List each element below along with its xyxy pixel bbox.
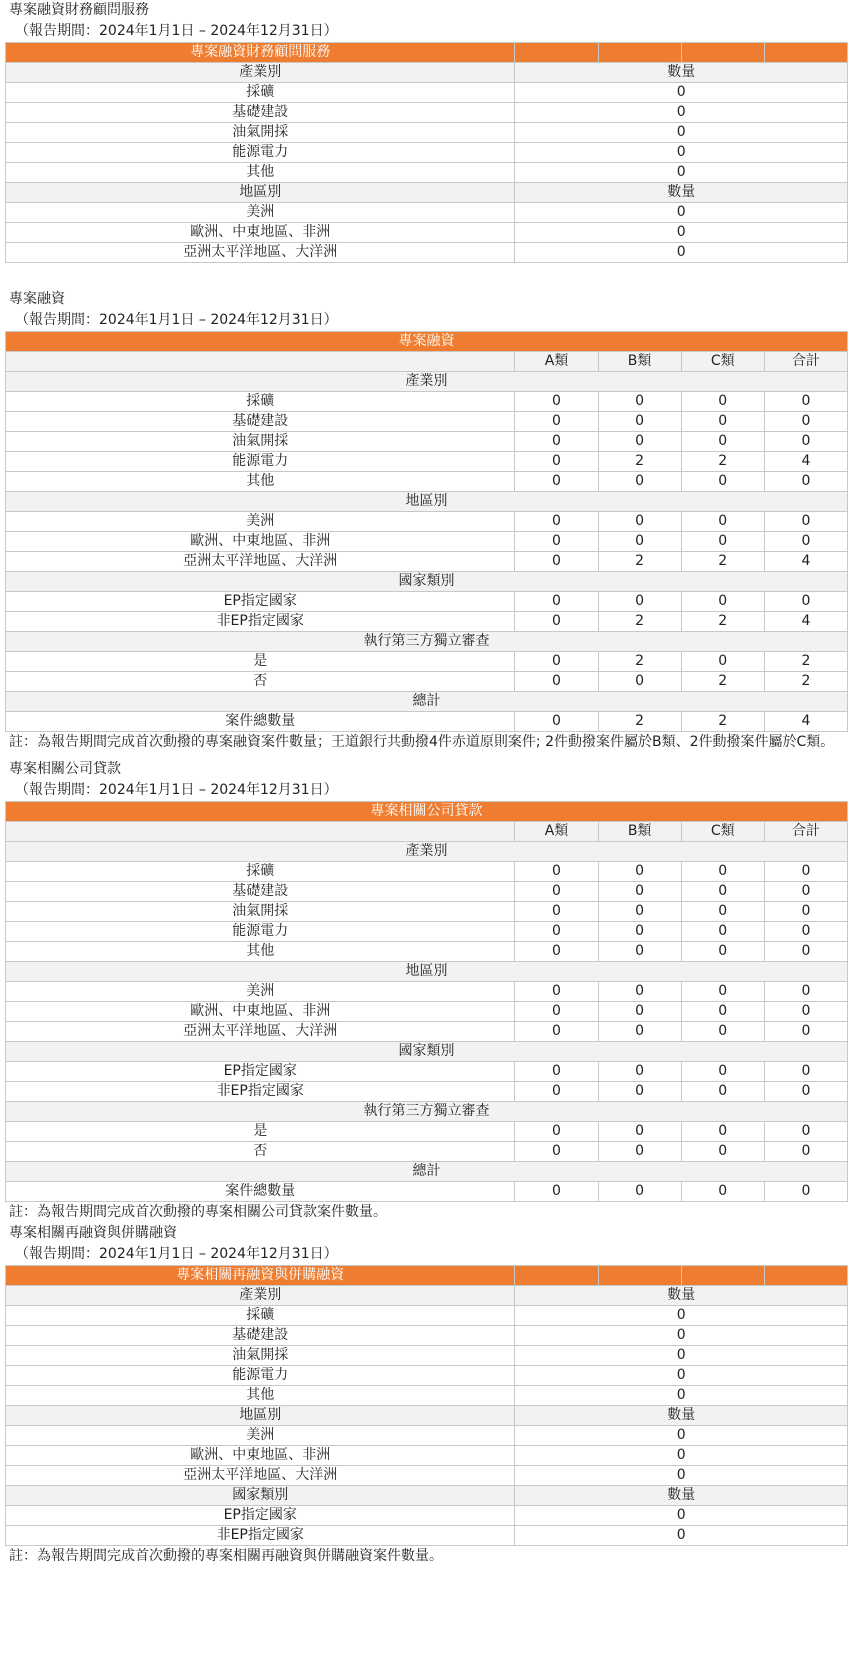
- row-label: 是: [6, 1122, 515, 1142]
- row-label: 非EP指定國家: [6, 1526, 515, 1546]
- row-value: 0: [681, 902, 764, 922]
- row-label: 能源電力: [6, 143, 515, 163]
- row-label: 否: [6, 672, 515, 692]
- row-value: 0: [515, 123, 848, 143]
- row-value: 2: [598, 712, 681, 732]
- row-label: 非EP指定國家: [6, 1082, 515, 1102]
- row-value: 0: [764, 1142, 847, 1162]
- row-value: 0: [681, 1142, 764, 1162]
- row-value: 0: [515, 982, 598, 1002]
- row-value: 0: [515, 103, 848, 123]
- row-label: 其他: [6, 163, 515, 183]
- row-value: 0: [515, 1142, 598, 1162]
- row-value: 0: [515, 1426, 848, 1446]
- report-section: [5, 1223, 848, 1567]
- row-value: 0: [764, 882, 847, 902]
- count-header: 數量: [515, 1486, 848, 1506]
- row-value: 0: [598, 982, 681, 1002]
- row-label: 歐洲、中東地區、非洲: [6, 1446, 515, 1466]
- row-value: 0: [764, 472, 847, 492]
- row-value: 0: [515, 1366, 848, 1386]
- group-header-row: [6, 632, 848, 652]
- table-title-row: [6, 802, 848, 822]
- table-row: [6, 1062, 848, 1082]
- row-label: 其他: [6, 472, 515, 492]
- row-value: 0: [598, 412, 681, 432]
- table-title-row: [6, 43, 848, 63]
- row-value: 0: [764, 1002, 847, 1022]
- group-header: 總計: [6, 692, 848, 712]
- data-table: [5, 1265, 848, 1546]
- table-row: [6, 103, 848, 123]
- section-title: 專案相關再融資與併購融資: [9, 1225, 177, 1241]
- row-value: 0: [681, 392, 764, 412]
- group-header: 總計: [6, 1162, 848, 1182]
- table-row: [6, 942, 848, 962]
- table-row: [6, 392, 848, 412]
- row-label: 油氣開採: [6, 432, 515, 452]
- row-value: 0: [515, 712, 598, 732]
- row-value: 2: [764, 652, 847, 672]
- row-value: 0: [681, 1122, 764, 1142]
- row-value: 0: [515, 1446, 848, 1466]
- row-value: 0: [515, 942, 598, 962]
- row-label: 採礦: [6, 862, 515, 882]
- row-value: 0: [764, 432, 847, 452]
- table-title-row: [6, 332, 848, 352]
- column-header: B類: [598, 822, 681, 842]
- group-header: 產業別: [6, 842, 848, 862]
- row-value: 0: [515, 472, 598, 492]
- row-value: 0: [515, 163, 848, 183]
- table-row: [6, 123, 848, 143]
- row-value: 0: [681, 982, 764, 1002]
- row-value: 2: [681, 712, 764, 732]
- row-value: 0: [681, 942, 764, 962]
- column-header-row: [6, 352, 848, 372]
- report-section: [5, 289, 848, 753]
- row-value: 0: [681, 472, 764, 492]
- table-row: [6, 532, 848, 552]
- group-header-row: [6, 1286, 848, 1306]
- row-value: 0: [764, 592, 847, 612]
- group-header: 產業別: [6, 1286, 515, 1306]
- row-label: 其他: [6, 1386, 515, 1406]
- row-value: 0: [764, 1182, 847, 1202]
- row-value: 0: [515, 882, 598, 902]
- group-header-row: [6, 692, 848, 712]
- section-title: 專案融資財務顧問服務: [9, 2, 149, 18]
- group-header-row: [6, 492, 848, 512]
- table-note: 註：為報告期間完成首次動撥的專案相關再融資與併購融資案件數量。: [9, 1548, 443, 1564]
- row-value: 0: [598, 472, 681, 492]
- row-label: EP指定國家: [6, 1062, 515, 1082]
- report-section: [5, 759, 848, 1223]
- group-header: 執行第三方獨立審查: [6, 1102, 848, 1122]
- row-label: 案件總數量: [6, 1182, 515, 1202]
- table-row: [6, 1386, 848, 1406]
- group-header: 國家類別: [6, 572, 848, 592]
- row-value: 0: [681, 512, 764, 532]
- row-value: 0: [598, 1022, 681, 1042]
- table-row: [6, 552, 848, 572]
- row-value: 0: [515, 1062, 598, 1082]
- count-header: 數量: [515, 183, 848, 203]
- row-label: 其他: [6, 942, 515, 962]
- row-value: 0: [681, 882, 764, 902]
- row-value: 0: [681, 592, 764, 612]
- row-value: 0: [764, 1082, 847, 1102]
- reporting-period: （報告期間：2024年1月1日 – 2024年12月31日）: [15, 1246, 338, 1262]
- count-header: 數量: [515, 1406, 848, 1426]
- column-header: C類: [681, 822, 764, 842]
- row-value: 0: [515, 512, 598, 532]
- section-gap: [5, 263, 848, 289]
- row-value: 0: [681, 1022, 764, 1042]
- group-header-row: [6, 962, 848, 982]
- row-label: 採礦: [6, 392, 515, 412]
- row-label: 歐洲、中東地區、非洲: [6, 223, 515, 243]
- table-row: [6, 1326, 848, 1346]
- row-value: 2: [681, 612, 764, 632]
- row-value: 0: [598, 942, 681, 962]
- table-row: [6, 882, 848, 902]
- row-value: 0: [764, 862, 847, 882]
- row-value: 0: [598, 1002, 681, 1022]
- row-value: 2: [681, 452, 764, 472]
- row-value: 4: [764, 712, 847, 732]
- data-table: [5, 42, 848, 263]
- section-title: 專案融資: [9, 291, 65, 307]
- group-header-row: [6, 1042, 848, 1062]
- column-header: B類: [598, 352, 681, 372]
- row-value: 4: [764, 452, 847, 472]
- row-label: 能源電力: [6, 1366, 515, 1386]
- group-header-row: [6, 1162, 848, 1182]
- table-row: [6, 712, 848, 732]
- row-label: 美洲: [6, 1426, 515, 1446]
- row-value: 0: [515, 1326, 848, 1346]
- group-header-row: [6, 63, 848, 83]
- group-header: 地區別: [6, 1406, 515, 1426]
- row-value: 0: [515, 862, 598, 882]
- column-header: A類: [515, 822, 598, 842]
- row-label: 亞洲太平洋地區、大洋洲: [6, 1466, 515, 1486]
- row-label: 是: [6, 652, 515, 672]
- empty-cell: [681, 1266, 764, 1286]
- table-row: [6, 902, 848, 922]
- row-label: 基礎建設: [6, 1326, 515, 1346]
- table-row: [6, 163, 848, 183]
- row-value: 0: [515, 223, 848, 243]
- reporting-period: （報告期間：2024年1月1日 – 2024年12月31日）: [15, 312, 338, 328]
- row-value: 0: [681, 922, 764, 942]
- empty-cell: [598, 1266, 681, 1286]
- row-value: 0: [764, 982, 847, 1002]
- row-value: 0: [764, 1022, 847, 1042]
- row-value: 4: [764, 612, 847, 632]
- row-label: 美洲: [6, 982, 515, 1002]
- row-value: 0: [515, 592, 598, 612]
- group-header: 地區別: [6, 492, 848, 512]
- row-value: 0: [515, 532, 598, 552]
- row-value: 0: [598, 1182, 681, 1202]
- row-value: 0: [598, 512, 681, 532]
- table-row: [6, 1306, 848, 1326]
- row-value: 2: [598, 452, 681, 472]
- table-row: [6, 612, 848, 632]
- table-row: [6, 412, 848, 432]
- row-label: 亞洲太平洋地區、大洋洲: [6, 552, 515, 572]
- table-row: [6, 1022, 848, 1042]
- row-value: 2: [598, 652, 681, 672]
- table-row: [6, 143, 848, 163]
- table-row: [6, 452, 848, 472]
- row-value: 0: [681, 862, 764, 882]
- table-row: [6, 83, 848, 103]
- row-value: 0: [515, 1386, 848, 1406]
- row-label: 基礎建設: [6, 412, 515, 432]
- table-title-row: [6, 1266, 848, 1286]
- table-row: [6, 1366, 848, 1386]
- empty-cell: [598, 43, 681, 63]
- row-value: 0: [681, 652, 764, 672]
- row-label: 否: [6, 1142, 515, 1162]
- row-value: 0: [681, 1182, 764, 1202]
- row-value: 0: [764, 392, 847, 412]
- row-value: 0: [764, 902, 847, 922]
- data-table: [5, 331, 848, 732]
- row-label: 採礦: [6, 83, 515, 103]
- row-label: 基礎建設: [6, 882, 515, 902]
- row-value: 0: [515, 1466, 848, 1486]
- row-value: 0: [598, 1122, 681, 1142]
- table-row: [6, 1082, 848, 1102]
- row-value: 0: [598, 902, 681, 922]
- row-label: 能源電力: [6, 452, 515, 472]
- group-header: 國家類別: [6, 1486, 515, 1506]
- row-value: 0: [598, 392, 681, 412]
- table-row: [6, 1142, 848, 1162]
- table-row: [6, 472, 848, 492]
- column-header-blank: [6, 822, 515, 842]
- row-value: 2: [681, 672, 764, 692]
- row-value: 0: [598, 672, 681, 692]
- row-value: 2: [681, 552, 764, 572]
- row-value: 0: [764, 942, 847, 962]
- column-header: 合計: [764, 352, 847, 372]
- table-note: 註：為報告期間完成首次動撥的專案融資案件數量；王道銀行共動撥4件赤道原則案件; 2件動撥案件屬於B類、2件動撥案件屬於C類。: [9, 734, 835, 750]
- empty-cell: [681, 43, 764, 63]
- row-label: 亞洲太平洋地區、大洋洲: [6, 1022, 515, 1042]
- row-label: EP指定國家: [6, 1506, 515, 1526]
- table-row: [6, 512, 848, 532]
- row-label: 基礎建設: [6, 103, 515, 123]
- data-table: [5, 801, 848, 1202]
- row-value: 0: [681, 1082, 764, 1102]
- group-header-row: [6, 1486, 848, 1506]
- table-row: [6, 982, 848, 1002]
- table-row: [6, 223, 848, 243]
- group-header-row: [6, 1102, 848, 1122]
- table-title: 專案相關再融資與併購融資: [6, 1266, 515, 1286]
- section-title: 專案相關公司貸款: [9, 761, 121, 777]
- row-value: 0: [515, 83, 848, 103]
- row-value: 0: [515, 1306, 848, 1326]
- row-value: 0: [515, 612, 598, 632]
- row-value: 0: [515, 243, 848, 263]
- row-value: 0: [515, 143, 848, 163]
- empty-cell: [764, 43, 847, 63]
- row-value: 0: [515, 203, 848, 223]
- table-row: [6, 652, 848, 672]
- row-value: 0: [681, 532, 764, 552]
- row-value: 2: [598, 552, 681, 572]
- row-value: 0: [515, 1506, 848, 1526]
- group-header-row: [6, 842, 848, 862]
- report-section: [5, 0, 848, 263]
- row-value: 0: [681, 432, 764, 452]
- row-value: 0: [598, 922, 681, 942]
- table-row: [6, 1506, 848, 1526]
- row-label: 非EP指定國家: [6, 612, 515, 632]
- row-label: 油氣開採: [6, 1346, 515, 1366]
- table-row: [6, 1182, 848, 1202]
- row-value: 0: [681, 1062, 764, 1082]
- row-value: 0: [515, 652, 598, 672]
- row-value: 0: [515, 412, 598, 432]
- row-label: 採礦: [6, 1306, 515, 1326]
- count-header: 數量: [515, 63, 848, 83]
- group-header: 產業別: [6, 372, 848, 392]
- row-value: 0: [515, 432, 598, 452]
- empty-cell: [515, 43, 598, 63]
- table-row: [6, 672, 848, 692]
- group-header: 地區別: [6, 183, 515, 203]
- table-row: [6, 432, 848, 452]
- table-row: [6, 1466, 848, 1486]
- group-header-row: [6, 183, 848, 203]
- row-label: 美洲: [6, 203, 515, 223]
- row-value: 0: [764, 412, 847, 432]
- row-value: 0: [515, 392, 598, 412]
- row-label: EP指定國家: [6, 592, 515, 612]
- row-label: 美洲: [6, 512, 515, 532]
- group-header: 執行第三方獨立審查: [6, 632, 848, 652]
- reporting-period: （報告期間：2024年1月1日 – 2024年12月31日）: [15, 782, 338, 798]
- table-note: 註：為報告期間完成首次動撥的專案相關公司貸款案件數量。: [9, 1204, 387, 1220]
- row-value: 0: [681, 1002, 764, 1022]
- row-value: 0: [764, 532, 847, 552]
- column-header: 合計: [764, 822, 847, 842]
- table-row: [6, 1002, 848, 1022]
- table-row: [6, 1426, 848, 1446]
- table-title: 專案融資: [6, 332, 848, 352]
- row-value: 0: [598, 882, 681, 902]
- group-header: 產業別: [6, 63, 515, 83]
- group-header-row: [6, 1406, 848, 1426]
- row-label: 歐洲、中東地區、非洲: [6, 532, 515, 552]
- row-value: 0: [764, 512, 847, 532]
- row-value: 0: [515, 1122, 598, 1142]
- row-value: 0: [515, 922, 598, 942]
- table-row: [6, 922, 848, 942]
- row-value: 0: [515, 1346, 848, 1366]
- row-value: 0: [515, 1526, 848, 1546]
- row-label: 亞洲太平洋地區、大洋洲: [6, 243, 515, 263]
- row-value: 0: [515, 552, 598, 572]
- group-header-row: [6, 372, 848, 392]
- table-row: [6, 243, 848, 263]
- table-row: [6, 862, 848, 882]
- empty-cell: [764, 1266, 847, 1286]
- row-label: 案件總數量: [6, 712, 515, 732]
- group-header-row: [6, 572, 848, 592]
- row-label: 油氣開採: [6, 902, 515, 922]
- table-title: 專案融資財務顧問服務: [6, 43, 515, 63]
- column-header: A類: [515, 352, 598, 372]
- table-row: [6, 1346, 848, 1366]
- row-value: 0: [515, 452, 598, 472]
- row-value: 0: [764, 1122, 847, 1142]
- row-label: 歐洲、中東地區、非洲: [6, 1002, 515, 1022]
- group-header: 國家類別: [6, 1042, 848, 1062]
- table-row: [6, 1446, 848, 1466]
- row-label: 油氣開採: [6, 123, 515, 143]
- row-value: 0: [598, 862, 681, 882]
- row-value: 2: [764, 672, 847, 692]
- row-value: 0: [515, 1022, 598, 1042]
- row-value: 0: [515, 672, 598, 692]
- group-header: 地區別: [6, 962, 848, 982]
- column-header-row: [6, 822, 848, 842]
- row-value: 0: [764, 1062, 847, 1082]
- column-header-blank: [6, 352, 515, 372]
- row-value: 0: [515, 1082, 598, 1102]
- column-header: C類: [681, 352, 764, 372]
- empty-cell: [515, 1266, 598, 1286]
- row-value: 0: [598, 432, 681, 452]
- row-label: 能源電力: [6, 922, 515, 942]
- table-row: [6, 203, 848, 223]
- row-value: 0: [598, 592, 681, 612]
- row-value: 0: [681, 412, 764, 432]
- row-value: 0: [598, 1082, 681, 1102]
- table-row: [6, 1122, 848, 1142]
- table-row: [6, 1526, 848, 1546]
- table-row: [6, 592, 848, 612]
- table-title: 專案相關公司貸款: [6, 802, 848, 822]
- row-value: 2: [598, 612, 681, 632]
- row-value: 0: [515, 902, 598, 922]
- reporting-period: （報告期間：2024年1月1日 – 2024年12月31日）: [15, 23, 338, 39]
- row-value: 0: [598, 532, 681, 552]
- row-value: 0: [764, 922, 847, 942]
- count-header: 數量: [515, 1286, 848, 1306]
- row-value: 4: [764, 552, 847, 572]
- row-value: 0: [598, 1062, 681, 1082]
- row-value: 0: [515, 1182, 598, 1202]
- row-value: 0: [515, 1002, 598, 1022]
- row-value: 0: [598, 1142, 681, 1162]
